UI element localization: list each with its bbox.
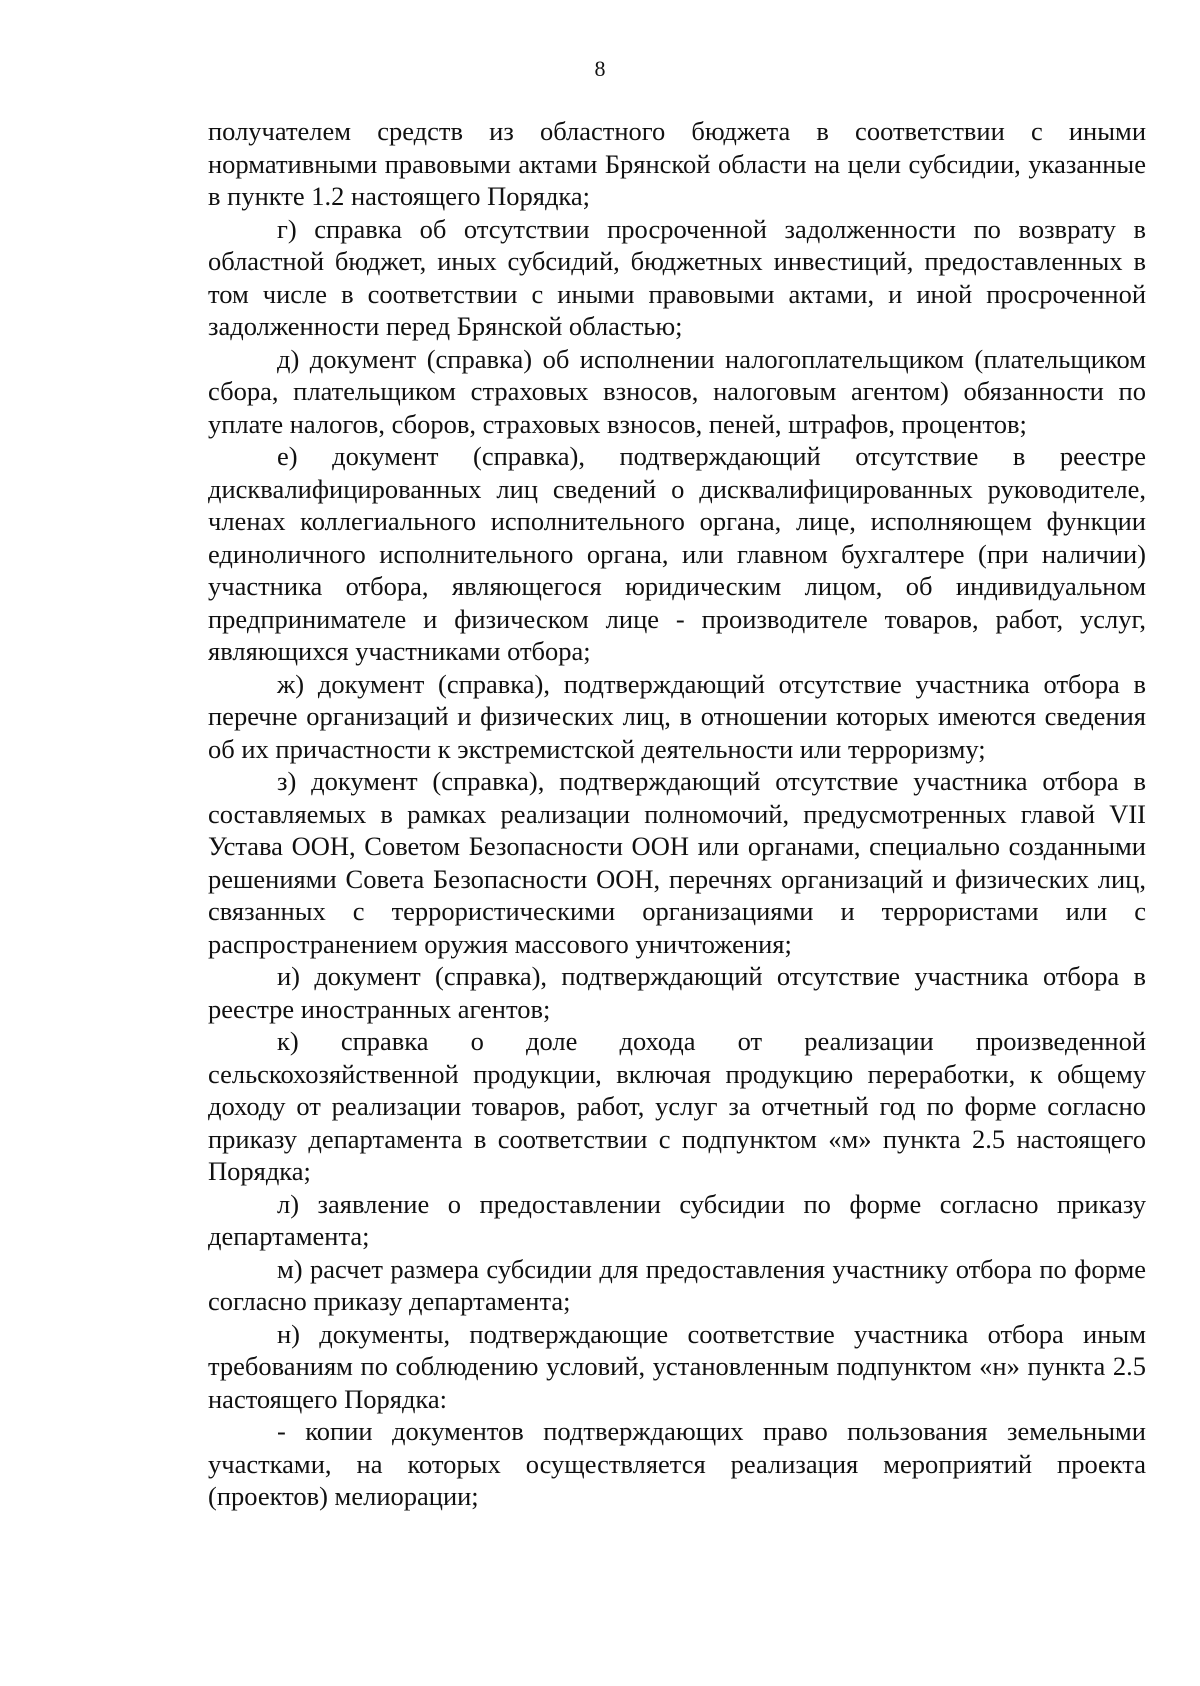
paragraph-item-g: г) справка об отсутствии просроченной задолженности по возврату в областной бюджет, иных субсидий, бюджетных инвестиций, предоставленных в том числе в соответствии с иными правовыми актами, и иной просроченной задолженности перед Брянской областью; [208,213,1146,341]
paragraph-item-l: л) заявление о предоставлении субсидии по форме согласно приказу департамента; [208,1188,1146,1251]
document-body [208,115,1146,1513]
paragraph-continuation: получателем средств из областного бюджета в соответствии с иными нормативными правовыми актами Брянской области на цели субсидии, указанные в пункте 1.2 настоящего Порядка; [208,116,1146,211]
paragraph-item-zh: ж) документ (справка), подтверждающий отсутствие участника отбора в перечне организаций и физических лиц, в отношении которых имеются сведения об их причастности к экстремистской деятельности или терроризму; [208,668,1146,764]
paragraph-item-i: и) документ (справка), подтверждающий отсутствие участника отбора в реестре иностранных агентов; [208,961,1146,1024]
paragraph-item-d: д) документ (справка) об исполнении налогоплательщиком (плательщиком сбора, плательщиком страховых взносов, налоговым агентом) обязанности по уплате налогов, сборов, страховых взносов, пеней, штрафов, процентов; [208,343,1146,439]
page-number: 8 [594,56,606,81]
paragraph-item-e: е) документ (справка), подтверждающий отсутствие в реестре дисквалифицированных лиц сведений о дисквалифицированных руководителе, членах коллегиального исполнительного органа, лице, исполняющем функции единоличного исполнительного органа, или главном бухгалтере (при наличии) участника отбора, являющегося юридическим лицом, об индивидуальном предпринимателе и физическом лице - производителе товаров, работ, услуг, являющихся участниками отбора; [208,441,1146,666]
paragraph-item-z: з) документ (справка), подтверждающий отсутствие участника отбора в составляемых в рамках реализации полномочий, предусмотренных главой VII Устава ООН, Советом Безопасности ООН или органами, специально созданными решениями Совета Безопасности ООН, перечнях организаций и физических лиц, связанных с террористическими организациями и террористами или с распространением оружия массового уничтожения; [208,766,1146,959]
paragraph-item-n: н) документы, подтверждающие соответствие участника отбора иным требованиям по соблюдению условий, установленным подпунктом «н» пункта 2.5 настоящего Порядка: [208,1318,1146,1414]
paragraph-subitem-land-documents: - копии документов подтверждающих право пользования земельными участками, на которых осуществляется реализация мероприятий проекта (проектов) мелиорации; [208,1416,1146,1511]
paragraph-item-m: м) расчет размера субсидии для предоставления участнику отбора по форме согласно приказу департамента; [208,1253,1146,1316]
paragraph-item-k: к) справка о доле дохода от реализации произведенной сельскохозяйственной продукции, включая продукцию переработки, к общему доходу от реализации товаров, работ, услуг за отчетный год по форме согласно приказу департамента в соответствии с подпунктом «м» пункта 2.5 настоящего Порядка; [208,1026,1146,1186]
